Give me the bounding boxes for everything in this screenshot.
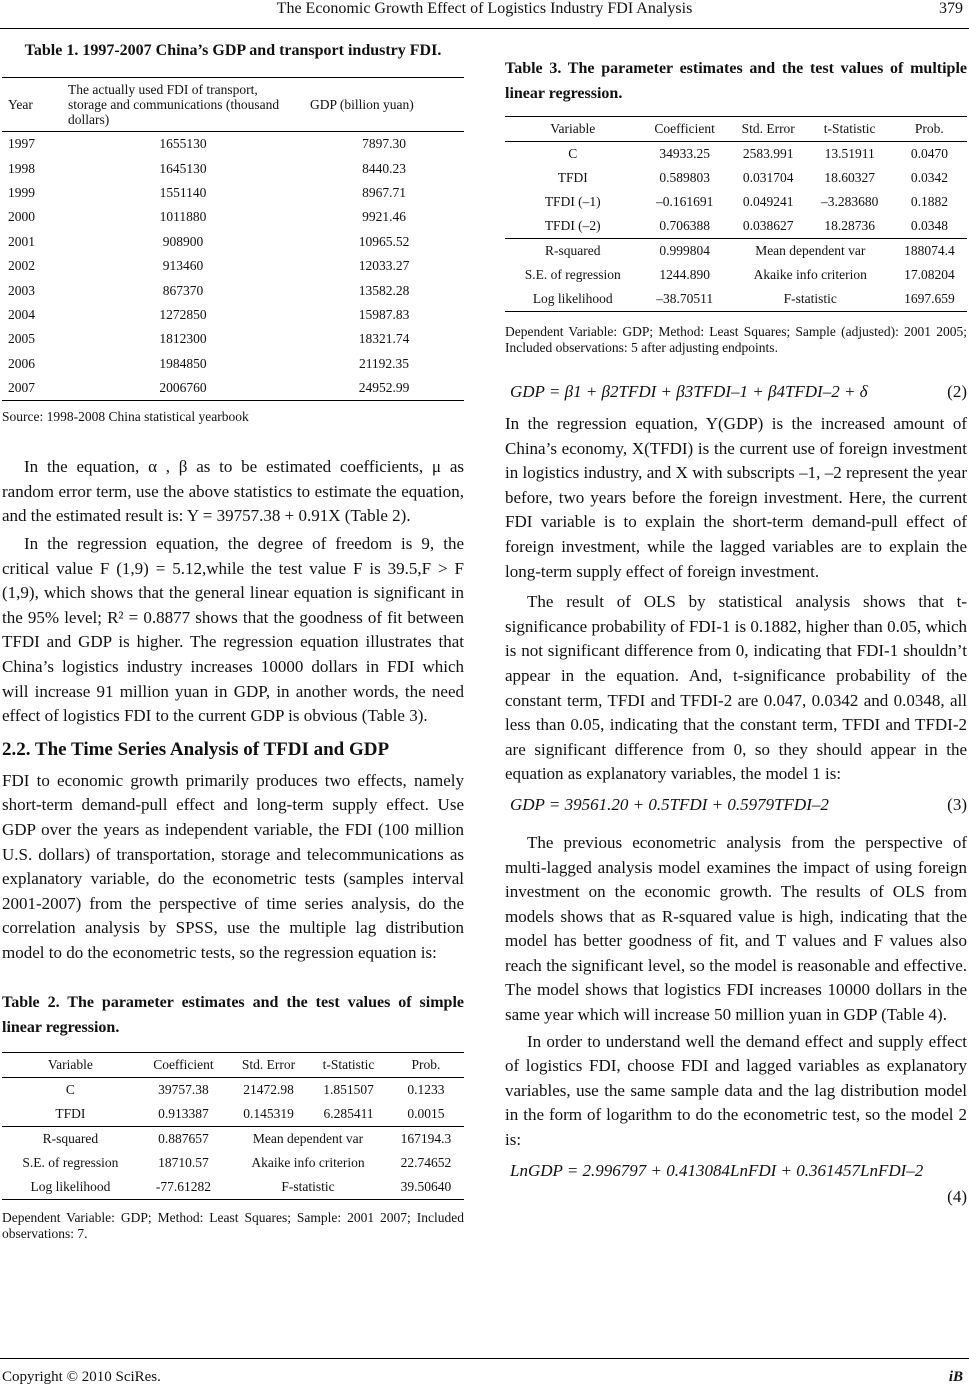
table-cell: 867370: [162, 282, 204, 298]
table1-header-gdp: GDP (billion yuan): [310, 97, 414, 112]
table2-note: Dependent Variable: GDP; Method: Least Squares; Sample: 2001 2007; Included observations: 7.: [2, 1209, 464, 1241]
right-paragraph-2: The result of OLS by statistical analysis shows that t-significance probability of FDI-1 is 0.1882, higher than 0.05, which is not significant difference from 0, indicating that FDI-1 shouldn’t appear in the equation. And, t-significance probability of the constant term, TFDI and TFDI-2 are 0.047, 0.0342 and 0.0348, all less than 0.05, indicating that the constant term, TFDI and TFDI-2 are significant difference from 0, so they should appear in the equation as explanatory variables, the model 1 is:: [505, 592, 967, 784]
table-row: [2, 1102, 464, 1127]
page-header: [0, 0, 969, 29]
table-cell: TFDI (–1): [544, 194, 601, 209]
table-cell: 0.031704: [742, 170, 794, 185]
stats-cell: 188074.4: [904, 243, 955, 258]
table-row: [2, 230, 464, 254]
left-paragraph-1: In the equation, α , β as to be estimated coefficients, μ as random error term, use the above statistics to estimate the equation, and the estimated result is: Y = 39757.38 + 0.91X (Table 2).: [2, 457, 464, 526]
table-row: [2, 181, 464, 205]
table-cell: 2006: [8, 355, 35, 371]
table-cell: 2001: [8, 233, 35, 249]
table-cell: C: [65, 1081, 75, 1097]
table-cell: 2000: [8, 209, 35, 225]
table-row: [505, 214, 967, 239]
table-cell: 2006760: [159, 380, 207, 396]
table-cell: –3.283680: [820, 194, 879, 209]
column-header: Prob.: [914, 121, 944, 136]
table-cell: 0.0015: [407, 1105, 445, 1121]
table-cell: 1272850: [159, 306, 207, 322]
table3-note: Dependent Variable: GDP; Method: Least Squares; Sample (adjusted): 2001 2005; Included observations: 5 after adjusting endpoints.: [505, 324, 967, 355]
table1-header-fdi: The actually used FDI of transport, storage and communications (thousand dollars): [68, 82, 280, 127]
table-cell: C: [568, 146, 578, 161]
journal-abbrev: iB: [948, 1369, 963, 1385]
stats-row: [505, 263, 967, 287]
page-number: 379: [939, 0, 963, 17]
table-row: [505, 166, 967, 190]
table-row: [2, 254, 464, 278]
equation-4: [505, 1157, 967, 1211]
stats-cell: Akaike info criterion: [251, 1154, 365, 1170]
stats-row: [505, 239, 967, 264]
table-cell: 1984850: [159, 355, 207, 371]
stats-cell: Mean dependent var: [252, 1130, 364, 1146]
table3: [505, 116, 967, 312]
stats-row: [2, 1126, 464, 1151]
right-paragraph-3: The previous econometric analysis from the perspective of multi-lagged analysis model examines the impact of using foreign investment on the economic growth. The results of OLS from models shows that as R-squared value is high, indicating that the model has better goodness of fit, and T values and F values also reach the significant level, so the model is reasonable and effective. The model shows that logistics FDI increases 10000 dollars in the same year which will increase 50 million yuan in GDP (Table 4).: [505, 832, 967, 1025]
table-cell: 2583.991: [742, 146, 794, 161]
table-cell: 18.60327: [824, 170, 875, 185]
column-header: t-Statistic: [823, 121, 876, 136]
table-cell: 0.913387: [158, 1105, 209, 1121]
equation-2-text: GDP = β1 + β2TFDI + β3TFDI–1 + β4TFDI–2 + δ: [510, 382, 868, 401]
stats-cell: F-statistic: [281, 1178, 335, 1194]
running-title: The Economic Growth Effect of Logistics Industry FDI Analysis: [276, 0, 693, 17]
right-paragraph-1: In the regression equation, Y(GDP) is the increased amount of China’s economy, X(TFDI) is the current use of foreign investment in logistics industry, and X with subscripts –1, –2 represent the year before, two years before the foreign investment. Here, the current FDI variable is to explain the short-term demand-pull effect of foreign investment, while the lagged variables are to explain the long-term supply effect of foreign investment.: [505, 414, 967, 581]
equation-2-number: (2): [947, 382, 967, 401]
table-cell: TFDI: [55, 1105, 86, 1121]
table-cell: 24952.99: [358, 380, 410, 396]
stats-cell: 167194.3: [400, 1130, 452, 1146]
table-cell: 12033.27: [358, 258, 410, 274]
table-cell: 0.589803: [659, 170, 710, 185]
table-row: [2, 132, 464, 157]
equation-3: [505, 791, 967, 825]
table-cell: 13582.28: [358, 282, 410, 298]
table-cell: 18321.74: [358, 331, 410, 347]
table-row: [505, 190, 967, 214]
column-header: Std. Error: [241, 1056, 296, 1072]
column-header: Prob.: [411, 1056, 441, 1072]
table-cell: 2005: [8, 331, 35, 347]
table-cell: 8967.71: [362, 184, 406, 200]
table-cell: 7897.30: [362, 136, 406, 152]
table-cell: 1011880: [159, 209, 207, 225]
stats-cell: 17.08204: [904, 267, 955, 282]
table-cell: 1999: [8, 184, 35, 200]
table-cell: 39757.38: [158, 1081, 209, 1097]
table-cell: 913460: [162, 258, 204, 274]
stats-cell: –38.70511: [656, 291, 714, 306]
table-cell: –0.161691: [655, 194, 714, 209]
table3-body: [505, 117, 967, 312]
table-cell: 1998: [8, 160, 35, 176]
table1-caption: Table 1. 1997-2007 China’s GDP and transport industry FDI.: [24, 42, 442, 59]
right-paragraph-4: In order to understand well the demand effect and supply effect of logistics FDI, choose FDI and lagged variables as explanatory variables, use the same sample data and the lag distribution model in the form of logarithm to do the econometric test, so the model 2 is:: [505, 1031, 967, 1150]
table-cell: 0.0470: [910, 146, 948, 161]
stats-cell: F-statistic: [783, 291, 837, 306]
table-cell: 21192.35: [358, 355, 410, 371]
table-cell: 0.0342: [910, 170, 948, 185]
table-cell: 1.851507: [323, 1081, 374, 1097]
stats-cell: S.E. of regression: [22, 1154, 119, 1170]
column-header: t-Statistic: [322, 1056, 375, 1072]
page-footer: [0, 1358, 969, 1387]
column-header: Variable: [47, 1056, 93, 1072]
table-cell: 1551140: [159, 184, 207, 200]
left-paragraph-3: FDI to economic growth primarily produces two effects, namely short-term demand-pull effect and long-term supply effect. Use GDP over the years as independent variable, the FDI (100 million U.S. dollars) of transportation, storage and telecommunications as explanatory variable, do the econometric tests (samples interval 2001-2007) from the perspective of time series analysis, do the correlation analysis by SPSS, use the multiple lag distribution model to do the econometric tests, so the regression equation is:: [2, 770, 464, 962]
left-column: [2, 38, 464, 1242]
table-row: [2, 327, 464, 351]
stats-cell: Log likelihood: [30, 1178, 111, 1194]
table-cell: 10965.52: [358, 233, 410, 249]
stats-cell: R-squared: [42, 1130, 99, 1146]
table-cell: 0.049241: [742, 194, 794, 209]
stats-cell: R-squared: [545, 243, 601, 258]
table3-caption: Table 3. The parameter estimates and the test values of multiple linear regression.: [505, 60, 967, 102]
stats-cell: S.E. of regression: [524, 267, 621, 282]
table-row: [2, 156, 464, 180]
equation-2: [505, 378, 967, 412]
stats-cell: -77.61282: [155, 1178, 211, 1194]
table-cell: 13.51911: [824, 146, 875, 161]
table-cell: 1655130: [159, 136, 207, 152]
table-header-row: [2, 1052, 464, 1077]
table-row: [2, 205, 464, 229]
table-cell: 2003: [8, 282, 35, 298]
stats-cell: 1244.890: [659, 267, 710, 282]
table-cell: 2007: [8, 380, 35, 396]
table-cell: 1997: [8, 136, 35, 152]
table-cell: 18.28736: [824, 218, 875, 233]
table-row: [2, 1077, 464, 1102]
stats-cell: 39.50640: [400, 1178, 452, 1194]
table-cell: 6.285411: [323, 1105, 374, 1121]
table-cell: 0.1233: [407, 1081, 445, 1097]
table-header-row: [505, 117, 967, 142]
section-heading: 2.2. The Time Series Analysis of TFDI and GDP: [2, 738, 390, 760]
stats-cell: 0.887657: [158, 1130, 209, 1146]
stats-cell: Log likelihood: [532, 291, 613, 306]
stats-row: [505, 287, 967, 312]
stats-row: [2, 1151, 464, 1175]
table-cell: 908900: [162, 233, 204, 249]
table2: [2, 1052, 464, 1200]
table-cell: 0.706388: [659, 218, 710, 233]
left-paragraph-2: In the regression equation, the degree of freedom is 9, the critical value F (1,9) = 5.12,while the test value F is 39.5,F > F (1,9), which shows that the general linear equation is significant in the 95% level; R² = 0.8877 shows that the goodness of fit between TFDI and GDP is higher. The regression equation illustrates that China’s logistics industry increases 10000 dollars in FDI which will increase 91 million yuan in GDP, in another words, the need effect of logistics FDI to the current GDP is obvious (Table 3).: [2, 534, 464, 726]
table-cell: 34933.25: [659, 146, 710, 161]
table-row: [505, 142, 967, 167]
column-header: Variable: [550, 121, 596, 136]
table-cell: 9921.46: [362, 209, 406, 225]
copyright: Copyright © 2010 SciRes.: [2, 1369, 161, 1385]
table-cell: TFDI: [557, 170, 588, 185]
table1-source: Source: 1998-2008 China statistical yearbook: [2, 409, 249, 425]
table1-body: [2, 132, 464, 401]
stats-cell: 18710.57: [158, 1154, 209, 1170]
table-cell: 15987.83: [358, 306, 410, 322]
table1-header-year: Year: [8, 97, 33, 112]
table-cell: 2004: [8, 306, 35, 322]
stats-cell: 1697.659: [904, 291, 955, 306]
column-header: Coefficient: [654, 121, 715, 136]
stats-row: [2, 1175, 464, 1200]
table-row: [2, 376, 464, 401]
table-cell: 8440.23: [362, 160, 406, 176]
equation-3-text: GDP = 39561.20 + 0.5TFDI + 0.5979TFDI–2: [510, 794, 829, 814]
table-cell: 1812300: [159, 331, 207, 347]
table-cell: TFDI (–2): [544, 218, 601, 233]
equation-4-number: (4): [947, 1186, 967, 1206]
table-row: [2, 278, 464, 302]
table-row: [2, 303, 464, 327]
equation-4-text: LnGDP = 2.996797 + 0.413084LnFDI + 0.361457LnFDI–2: [510, 1160, 924, 1180]
table2-caption: Table 2. The parameter estimates and the test values of simple linear regression.: [2, 993, 464, 1036]
right-column: [505, 56, 967, 1211]
table-cell: 0.145319: [243, 1105, 294, 1121]
stats-cell: 22.74652: [400, 1154, 452, 1170]
table-row: [2, 352, 464, 376]
table1: [2, 77, 464, 401]
table-cell: 0.0348: [910, 218, 948, 233]
stats-cell: 0.999804: [659, 243, 710, 258]
table-cell: 1645130: [159, 160, 207, 176]
table2-body: [2, 1052, 464, 1199]
stats-cell: Akaike info criterion: [753, 267, 867, 282]
equation-3-number: (3): [947, 794, 967, 814]
column-header: Coefficient: [153, 1056, 214, 1072]
stats-cell: Mean dependent var: [755, 243, 866, 258]
table-cell: 21472.98: [243, 1081, 294, 1097]
table-cell: 0.038627: [742, 218, 794, 233]
table-cell: 0.1882: [910, 194, 948, 209]
column-header: Std. Error: [741, 121, 795, 136]
table-cell: 2002: [8, 258, 35, 274]
